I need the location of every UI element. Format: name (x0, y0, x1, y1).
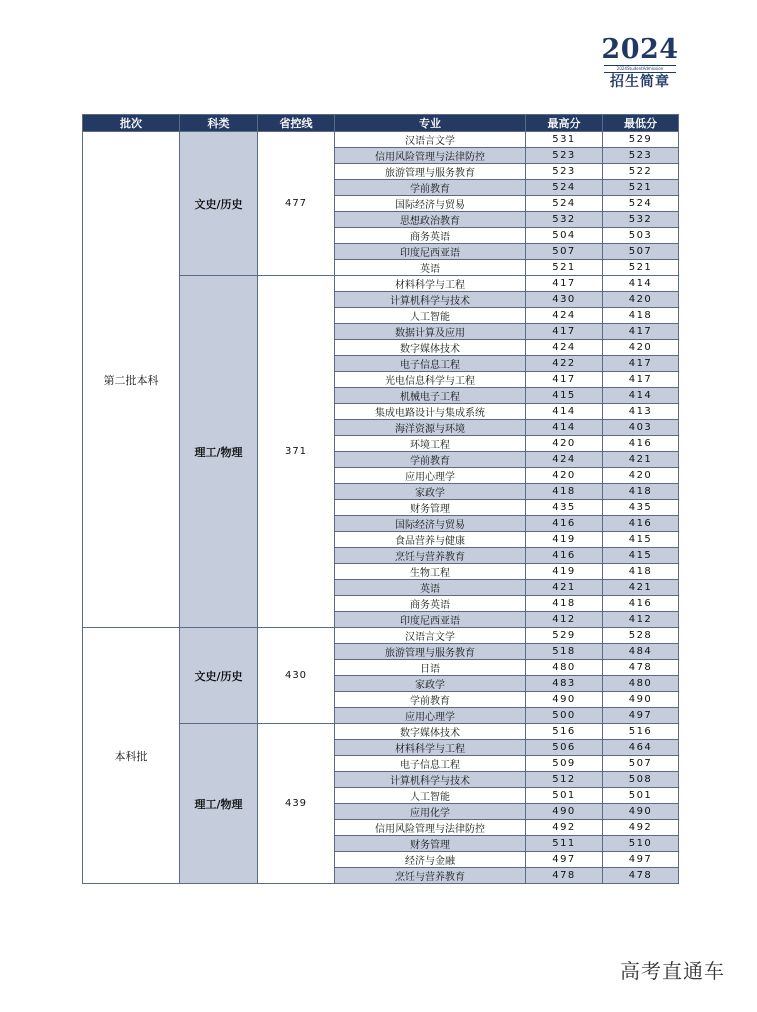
table-header-row (83, 115, 679, 132)
major-cell: 食品营养与健康 (335, 532, 526, 548)
header-min-score: 最低分 (603, 115, 679, 132)
major-cell: 国际经济与贸易 (335, 516, 526, 532)
batch-cell: 第二批本科 (83, 132, 180, 628)
control-line-cell: 371 (258, 276, 335, 628)
major-cell: 汉语言文学 (335, 628, 526, 644)
major-cell: 材料科学与工程 (335, 276, 526, 292)
min-score-cell: 403 (603, 420, 679, 436)
min-score-cell: 524 (603, 196, 679, 212)
max-score-cell: 417 (526, 372, 603, 388)
max-score-cell: 415 (526, 388, 603, 404)
batch-cell: 本科批 (83, 628, 180, 884)
major-cell: 印度尼西亚语 (335, 244, 526, 260)
min-score-cell: 490 (603, 804, 679, 820)
max-score-cell: 507 (526, 244, 603, 260)
major-cell: 人工智能 (335, 788, 526, 804)
min-score-cell: 420 (603, 292, 679, 308)
major-cell: 环境工程 (335, 436, 526, 452)
major-cell: 材料科学与工程 (335, 740, 526, 756)
watermark: 高考直通车 (620, 959, 725, 983)
min-score-cell: 412 (603, 612, 679, 628)
major-cell: 旅游管理与服务教育 (335, 644, 526, 660)
major-cell: 海洋资源与环境 (335, 420, 526, 436)
major-cell: 学前教育 (335, 180, 526, 196)
max-score-cell: 416 (526, 516, 603, 532)
min-score-cell: 420 (603, 468, 679, 484)
major-cell: 电子信息工程 (335, 756, 526, 772)
max-score-cell: 509 (526, 756, 603, 772)
max-score-cell: 523 (526, 148, 603, 164)
min-score-cell: 497 (603, 708, 679, 724)
min-score-cell: 521 (603, 260, 679, 276)
min-score-cell: 521 (603, 180, 679, 196)
major-cell: 商务英语 (335, 596, 526, 612)
min-score-cell: 508 (603, 772, 679, 788)
min-score-cell: 464 (603, 740, 679, 756)
min-score-cell: 421 (603, 452, 679, 468)
max-score-cell: 414 (526, 404, 603, 420)
max-score-cell: 480 (526, 660, 603, 676)
max-score-cell: 483 (526, 676, 603, 692)
major-cell: 日语 (335, 660, 526, 676)
major-cell: 国际经济与贸易 (335, 196, 526, 212)
max-score-cell: 501 (526, 788, 603, 804)
min-score-cell: 421 (603, 580, 679, 596)
major-cell: 家政学 (335, 484, 526, 500)
max-score-cell: 418 (526, 596, 603, 612)
min-score-cell: 497 (603, 852, 679, 868)
min-score-cell: 415 (603, 548, 679, 564)
max-score-cell: 417 (526, 276, 603, 292)
major-cell: 应用化学 (335, 804, 526, 820)
control-line-cell: 430 (258, 628, 335, 724)
min-score-cell: 510 (603, 836, 679, 852)
control-line-cell: 439 (258, 724, 335, 884)
min-score-cell: 416 (603, 436, 679, 452)
max-score-cell: 421 (526, 580, 603, 596)
header-subject: 科类 (180, 115, 258, 132)
max-score-cell: 435 (526, 500, 603, 516)
table-body (83, 132, 679, 884)
min-score-cell: 418 (603, 484, 679, 500)
max-score-cell: 500 (526, 708, 603, 724)
major-cell: 汉语言文学 (335, 132, 526, 148)
major-cell: 思想政治教育 (335, 212, 526, 228)
max-score-cell: 420 (526, 436, 603, 452)
major-cell: 旅游管理与服务教育 (335, 164, 526, 180)
brand-name: 招生简章 (610, 74, 670, 90)
major-cell: 应用心理学 (335, 468, 526, 484)
table-row (83, 628, 679, 644)
table-row (83, 132, 679, 148)
max-score-cell: 490 (526, 804, 603, 820)
major-cell: 生物工程 (335, 564, 526, 580)
max-score-cell: 492 (526, 820, 603, 836)
major-cell: 数字媒体技术 (335, 724, 526, 740)
control-line-cell: 477 (258, 132, 335, 276)
min-score-cell: 522 (603, 164, 679, 180)
max-score-cell: 419 (526, 564, 603, 580)
major-cell: 应用心理学 (335, 708, 526, 724)
min-score-cell: 420 (603, 340, 679, 356)
min-score-cell: 532 (603, 212, 679, 228)
max-score-cell: 424 (526, 308, 603, 324)
max-score-cell: 416 (526, 548, 603, 564)
major-cell: 英语 (335, 260, 526, 276)
major-cell: 光电信息科学与工程 (335, 372, 526, 388)
min-score-cell: 480 (603, 676, 679, 692)
max-score-cell: 419 (526, 532, 603, 548)
min-score-cell: 507 (603, 244, 679, 260)
major-cell: 信用风险管理与法律防控 (335, 820, 526, 836)
max-score-cell: 531 (526, 132, 603, 148)
min-score-cell: 418 (603, 308, 679, 324)
min-score-cell: 435 (603, 500, 679, 516)
min-score-cell: 417 (603, 372, 679, 388)
major-cell: 财务管理 (335, 836, 526, 852)
major-cell: 烹饪与营养教育 (335, 548, 526, 564)
major-cell: 计算机科学与技术 (335, 772, 526, 788)
major-cell: 信用风险管理与法律防控 (335, 148, 526, 164)
max-score-cell: 418 (526, 484, 603, 500)
max-score-cell: 506 (526, 740, 603, 756)
max-score-cell: 504 (526, 228, 603, 244)
admission-scores-table (82, 114, 679, 884)
max-score-cell: 490 (526, 692, 603, 708)
subject-cell: 文史/历史 (180, 628, 258, 724)
max-score-cell: 478 (526, 868, 603, 884)
min-score-cell: 417 (603, 356, 679, 372)
major-cell: 数据计算及应用 (335, 324, 526, 340)
max-score-cell: 516 (526, 724, 603, 740)
major-cell: 烹饪与营养教育 (335, 868, 526, 884)
max-score-cell: 424 (526, 340, 603, 356)
max-score-cell: 422 (526, 356, 603, 372)
header-max-score: 最高分 (526, 115, 603, 132)
min-score-cell: 501 (603, 788, 679, 804)
major-cell: 印度尼西亚语 (335, 612, 526, 628)
max-score-cell: 511 (526, 836, 603, 852)
major-cell: 机械电子工程 (335, 388, 526, 404)
max-score-cell: 414 (526, 420, 603, 436)
min-score-cell: 507 (603, 756, 679, 772)
major-cell: 学前教育 (335, 452, 526, 468)
min-score-cell: 413 (603, 404, 679, 420)
max-score-cell: 524 (526, 196, 603, 212)
max-score-cell: 424 (526, 452, 603, 468)
major-cell: 计算机科学与技术 (335, 292, 526, 308)
max-score-cell: 532 (526, 212, 603, 228)
brand-year: 2024 (601, 34, 679, 65)
subject-cell: 文史/历史 (180, 132, 258, 276)
min-score-cell: 523 (603, 148, 679, 164)
min-score-cell: 416 (603, 516, 679, 532)
max-score-cell: 521 (526, 260, 603, 276)
max-score-cell: 523 (526, 164, 603, 180)
max-score-cell: 497 (526, 852, 603, 868)
header-major: 专业 (335, 115, 526, 132)
min-score-cell: 478 (603, 660, 679, 676)
min-score-cell: 492 (603, 820, 679, 836)
min-score-cell: 503 (603, 228, 679, 244)
min-score-cell: 415 (603, 532, 679, 548)
min-score-cell: 417 (603, 324, 679, 340)
min-score-cell: 490 (603, 692, 679, 708)
max-score-cell: 417 (526, 324, 603, 340)
major-cell: 家政学 (335, 676, 526, 692)
min-score-cell: 414 (603, 388, 679, 404)
major-cell: 财务管理 (335, 500, 526, 516)
max-score-cell: 529 (526, 628, 603, 644)
brand-subtitle: 2024StudentAdmission (604, 65, 676, 73)
max-score-cell: 518 (526, 644, 603, 660)
min-score-cell: 528 (603, 628, 679, 644)
brand-logo (600, 36, 680, 90)
min-score-cell: 484 (603, 644, 679, 660)
major-cell: 集成电路设计与集成系统 (335, 404, 526, 420)
min-score-cell: 478 (603, 868, 679, 884)
max-score-cell: 420 (526, 468, 603, 484)
min-score-cell: 516 (603, 724, 679, 740)
subject-cell: 理工/物理 (180, 724, 258, 884)
max-score-cell: 524 (526, 180, 603, 196)
header-control-line: 省控线 (258, 115, 335, 132)
major-cell: 数字媒体技术 (335, 340, 526, 356)
max-score-cell: 430 (526, 292, 603, 308)
major-cell: 学前教育 (335, 692, 526, 708)
major-cell: 经济与金融 (335, 852, 526, 868)
min-score-cell: 418 (603, 564, 679, 580)
major-cell: 英语 (335, 580, 526, 596)
max-score-cell: 512 (526, 772, 603, 788)
header-batch: 批次 (83, 115, 180, 132)
min-score-cell: 529 (603, 132, 679, 148)
max-score-cell: 412 (526, 612, 603, 628)
major-cell: 商务英语 (335, 228, 526, 244)
min-score-cell: 414 (603, 276, 679, 292)
min-score-cell: 416 (603, 596, 679, 612)
major-cell: 人工智能 (335, 308, 526, 324)
major-cell: 电子信息工程 (335, 356, 526, 372)
subject-cell: 理工/物理 (180, 276, 258, 628)
